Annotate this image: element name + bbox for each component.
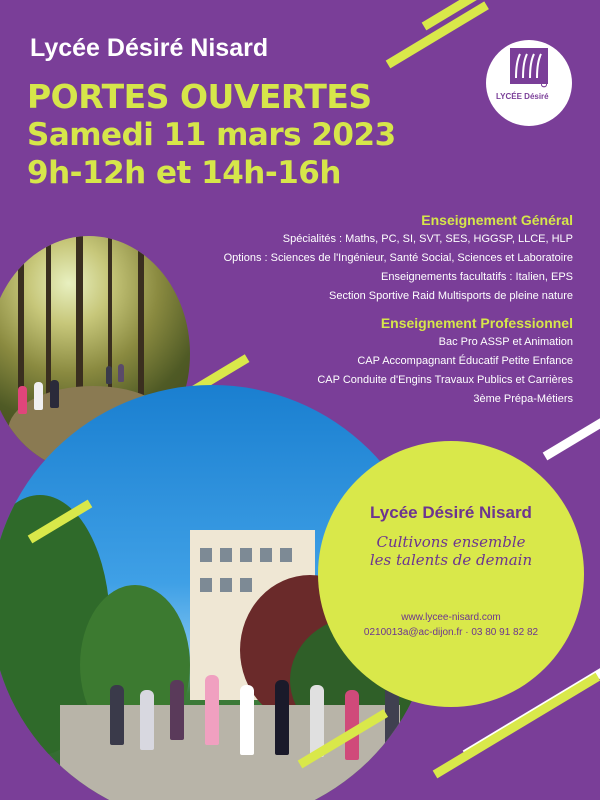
professional-line: CAP Conduite d'Engins Travaux Publics et Carrières [317,374,573,386]
general-line: Options : Sciences de l'Ingénieur, Santé Social, Sciences et Laboratoire [223,252,573,264]
slogan-line: Cultivons ensemble [376,533,526,551]
slogan [318,533,584,569]
logo-nisard-text: NISARD [539,52,548,89]
website-link[interactable]: www.lycee-nisard.com [401,612,501,623]
school-name: Lycée Désiré Nisard [30,34,269,62]
general-line: Section Sportive Raid Multisports de pleine nature [329,290,573,302]
professional-line: Bac Pro ASSP et Animation [438,336,573,348]
event-hours: 9h-12h et 14h-16h [27,155,341,191]
professional-line: 3ème Prépa-Métiers [473,393,573,405]
general-title: Enseignement Général [421,212,573,228]
slogan-line: les talents de demain [369,551,533,569]
decor-stripe [543,411,600,460]
professional-education [317,313,573,409]
logo-lycee-text: LYCÉE Désiré [496,92,549,101]
event-title: PORTES OUVERTES [27,77,372,116]
general-education [224,210,573,306]
contact-circle [318,441,584,707]
contact-school-name: Lycée Désiré Nisard [370,503,532,522]
general-line: Spécialités : Maths, PC, SI, SVT, SES, HGGSP, LLCE, HLP [282,233,573,245]
general-line: Enseignements facultatifs : Italien, EPS [381,271,573,283]
event-date: Samedi 11 mars 2023 [27,117,396,153]
professional-line: CAP Accompagnant Éducatif Petite Enfance [357,355,573,367]
professional-title: Enseignement Professionnel [380,315,573,331]
email-phone[interactable]: 0210013a@ac-dijon.fr · 03 80 91 82 82 [363,627,539,638]
decor-stripe [386,1,489,68]
